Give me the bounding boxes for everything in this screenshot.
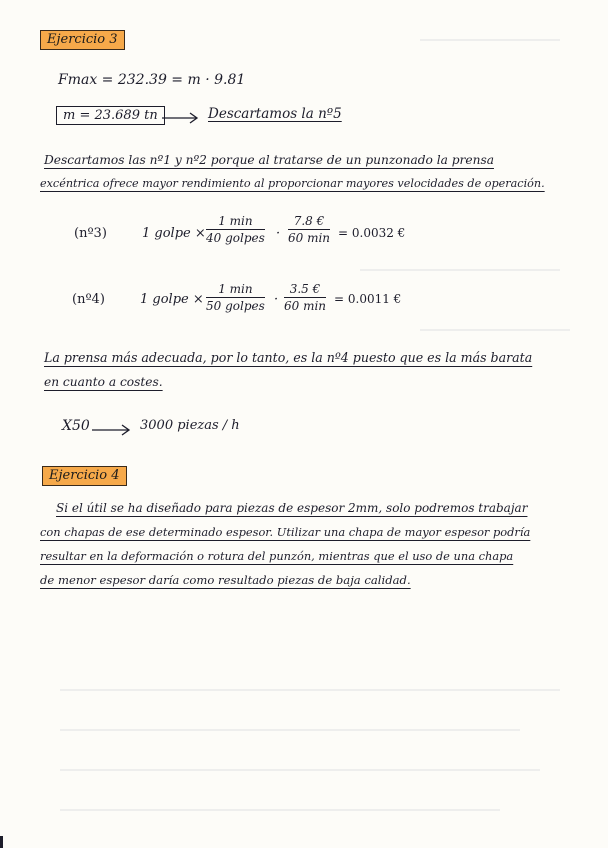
fraction-denominator: 40 golpes bbox=[206, 231, 265, 245]
paragraph-line: con chapas de ese determinado espesor. Utilizar una chapa de mayor espesor podría bbox=[40, 525, 531, 539]
fraction-numerator: 3.5 € bbox=[284, 282, 326, 298]
fmax-equation: Fmax = 232.39 = m · 9.81 bbox=[58, 72, 246, 88]
mass-result-box: m = 23.689 tn bbox=[56, 106, 165, 125]
fraction-denominator: 60 min bbox=[288, 231, 331, 245]
x50-value: 3000 piezas / h bbox=[140, 418, 240, 433]
page-edge-mark bbox=[0, 836, 3, 848]
paragraph-line: Descartamos las nº1 y nº2 porque al tratarse de un punzonado la prensa bbox=[44, 153, 494, 167]
fraction-denominator: 50 golpes bbox=[206, 299, 265, 313]
calc-4-label: (nº4) bbox=[72, 292, 105, 307]
fraction-numerator: 1 min bbox=[206, 282, 265, 298]
paragraph-line: La prensa más adecuada, por lo tanto, es la nº4 puesto que es la más barata bbox=[44, 350, 533, 365]
paragraph-line: de menor espesor daría como resultado piezas de baja calidad. bbox=[40, 573, 411, 587]
x50-label: X50 bbox=[62, 418, 90, 434]
fraction-numerator: 1 min bbox=[206, 214, 265, 230]
calc-3-lead: 1 golpe × bbox=[142, 226, 206, 241]
calc-4-result: = 0.0011 € bbox=[334, 292, 402, 306]
fraction-numerator: 7.8 € bbox=[288, 214, 330, 230]
multiply-dot: · bbox=[276, 226, 281, 241]
multiply-dot: · bbox=[274, 292, 279, 307]
paragraph-line: en cuanto a costes. bbox=[44, 375, 163, 389]
exercise-4-label: Ejercicio 4 bbox=[42, 466, 127, 486]
paragraph-line: Si el útil se ha diseñado para piezas de espesor 2mm, solo podremos trabajar bbox=[56, 501, 528, 515]
exercise-3-label: Ejercicio 3 bbox=[40, 30, 125, 50]
paragraph-line: resultar en la deformación o rotura del punzón, mientras que el uso de una chapa bbox=[40, 549, 514, 563]
calc-4-lead: 1 golpe × bbox=[140, 292, 204, 307]
discard-note: Descartamos la nº5 bbox=[208, 106, 342, 122]
fraction-denominator: 60 min bbox=[284, 299, 327, 313]
calc-3-label: (nº3) bbox=[74, 226, 107, 241]
paragraph-line: excéntrica ofrece mayor rendimiento al proporcionar mayores velocidades de operación. bbox=[40, 177, 545, 190]
calc-3-result: = 0.0032 € bbox=[338, 226, 406, 240]
